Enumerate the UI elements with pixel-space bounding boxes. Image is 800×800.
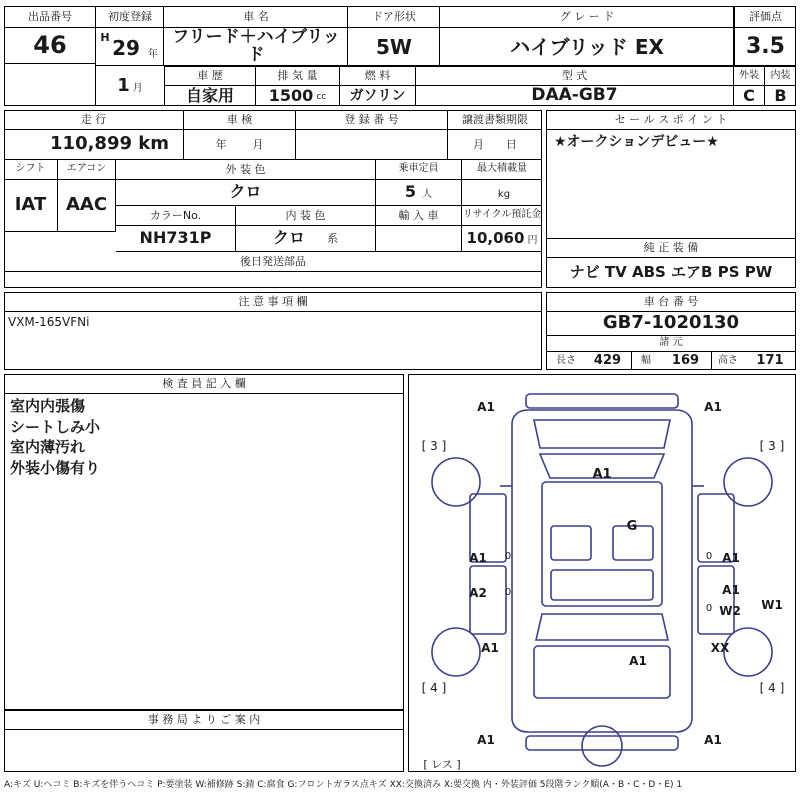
shaken-month: 月 bbox=[252, 137, 264, 151]
recycle-label: リサイクル預託金 bbox=[462, 206, 542, 226]
office-text bbox=[4, 730, 404, 750]
aircon-value: AAC bbox=[58, 180, 116, 232]
history-value: 自家用 bbox=[164, 86, 256, 106]
inspector-note-3: 外装小傷有り bbox=[10, 459, 101, 478]
maxload-label: 最大積載量 bbox=[462, 160, 542, 180]
intcolor-value-cell bbox=[236, 226, 376, 252]
intcolor-label: 内 装 色 bbox=[236, 206, 376, 226]
reg-label: 初度登録 bbox=[96, 6, 164, 28]
tire-left-rear: [ 4 ] bbox=[421, 680, 447, 695]
recycle-value-cell bbox=[462, 226, 542, 252]
mark-rear-right-corner: XX bbox=[710, 640, 730, 655]
reg-year-unit: 年 bbox=[148, 48, 158, 60]
ext-color-label: 外 装 色 bbox=[116, 160, 376, 180]
seats-value-cell bbox=[376, 180, 462, 206]
tire-right-rear: [ 4 ] bbox=[759, 680, 785, 695]
mark-zero-1: 0 bbox=[705, 550, 713, 562]
lot-blank bbox=[4, 64, 96, 106]
transfer-value-cell bbox=[448, 130, 542, 160]
shaken-value-cell bbox=[184, 130, 296, 160]
grade-label: グ レ ー ド bbox=[440, 6, 734, 28]
sales-point-value: ★オークションデビュー★ bbox=[554, 133, 719, 150]
transfer-label: 譲渡書類期限 bbox=[448, 110, 542, 130]
inspector-note-2: 室内薄汚れ bbox=[10, 438, 86, 457]
disp-value-cell bbox=[256, 86, 340, 106]
genuine-label: 純 正 装 備 bbox=[546, 238, 796, 258]
intcolor-value: クロ bbox=[272, 228, 305, 248]
aircon-label: エアコン bbox=[58, 160, 116, 180]
history-label: 車 歴 bbox=[164, 66, 256, 86]
seats-value: 5 bbox=[404, 182, 417, 202]
model-label: 型 式 bbox=[416, 66, 734, 86]
mark-trunk: A1 bbox=[629, 653, 647, 668]
maxload-value-cell bbox=[462, 180, 542, 206]
mark-rear-right: A1 bbox=[704, 732, 722, 747]
transfer-day: 日 bbox=[506, 137, 517, 151]
lot-number: 46 bbox=[4, 28, 96, 64]
later-parts-value bbox=[4, 272, 542, 288]
recycle-value: 10,060 bbox=[466, 228, 525, 247]
length-value: 429 bbox=[584, 352, 632, 370]
regno-label: 登 録 番 号 bbox=[296, 110, 448, 130]
door-value: 5W bbox=[376, 34, 412, 59]
int-grade-value: B bbox=[774, 85, 787, 105]
mark-left-rear-door: A2 bbox=[469, 585, 487, 600]
mark-zero-3: 0 bbox=[705, 602, 713, 614]
mark-zero-2: 0 bbox=[504, 586, 512, 598]
mileage-value: 110,899 km bbox=[4, 130, 184, 160]
mark-front-left: A1 bbox=[477, 399, 495, 414]
model-value: DAA-GB7 bbox=[416, 86, 734, 106]
later-parts-label: 後日発送部品 bbox=[4, 252, 542, 272]
reg-month-unit: 月 bbox=[132, 82, 143, 94]
colorno-value: NH731P bbox=[116, 226, 236, 252]
recycle-unit: 円 bbox=[527, 234, 538, 246]
car-diagram-svg bbox=[408, 374, 796, 772]
mark-right-quarter: W1 bbox=[761, 597, 783, 612]
disp-unit: cc bbox=[316, 92, 327, 103]
carname-label: 車 名 bbox=[164, 6, 348, 28]
tire-right-front: [ 3 ] bbox=[759, 438, 785, 453]
mark-right-front-door: A1 bbox=[722, 550, 740, 565]
office-label: 事 務 局 よ り ご 案 内 bbox=[4, 710, 404, 730]
import-value bbox=[376, 226, 462, 252]
score-label: 評価点 bbox=[734, 6, 796, 28]
fuel-label: 燃 料 bbox=[340, 66, 416, 86]
transfer-month: 月 bbox=[473, 137, 484, 151]
fuel-value: ガソリン bbox=[340, 86, 416, 106]
mark-left-front-door: A1 bbox=[469, 550, 487, 565]
ext-color-value: クロ bbox=[116, 180, 376, 206]
inspector-note-1: シートしみ小 bbox=[10, 417, 101, 436]
grade-value: ハイブリッド EX bbox=[510, 34, 664, 59]
legend-text: A:キズ U:ヘコミ B:キズを伴うヘコミ P:要塗装 W:補修跡 S:錆 C:腐食 G:フロントガラス点キズ XX:交換済み X:要交換 内・外装評価 5段階ランク順(A・B・C・D・E) 1 bbox=[4, 780, 683, 791]
disp-value: 1500 bbox=[268, 85, 314, 105]
lot-label: 出品番号 bbox=[4, 6, 96, 28]
reg-year: 29 bbox=[112, 35, 140, 60]
seats-label: 乗車定員 bbox=[376, 160, 462, 180]
shaken-year: 年 bbox=[215, 137, 227, 151]
reg-month-cell bbox=[96, 66, 164, 106]
regno-value bbox=[296, 130, 448, 160]
tire-left-front: [ 3 ] bbox=[421, 438, 447, 453]
inspector-label: 検 査 員 記 入 欄 bbox=[4, 374, 404, 394]
width-label: 幅 bbox=[641, 354, 651, 366]
mark-rear-left: A1 bbox=[477, 732, 495, 747]
shift-value: IAT bbox=[4, 180, 58, 232]
dimensions-label: 諸 元 bbox=[546, 336, 796, 352]
tire-spare: [ レス ] bbox=[423, 758, 461, 772]
ext-grade-label: 外装 bbox=[734, 66, 765, 86]
maxload-unit: kg bbox=[497, 189, 511, 201]
seats-unit: 人 bbox=[422, 188, 433, 200]
notice-label: 注 意 事 項 欄 bbox=[4, 292, 542, 312]
shaken-label: 車 検 bbox=[184, 110, 296, 130]
inspector-notes bbox=[10, 396, 396, 479]
chassis-label: 車 台 番 号 bbox=[546, 292, 796, 312]
length-label: 長さ bbox=[556, 354, 576, 366]
mark-zero-0: 0 bbox=[504, 550, 512, 562]
reg-era: H bbox=[100, 31, 110, 45]
inspector-note-0: 室内内張傷 bbox=[10, 397, 86, 415]
mark-right-rear-door: A1 bbox=[722, 582, 740, 597]
mark-hood: A1 bbox=[592, 467, 612, 483]
notice-text: VXM-165VFNi bbox=[8, 314, 90, 329]
score-value: 3.5 bbox=[734, 28, 796, 66]
mark-roof: G bbox=[626, 519, 638, 535]
disp-label: 排 気 量 bbox=[256, 66, 340, 86]
int-grade-label: 内装 bbox=[765, 66, 796, 86]
colorno-label: カラーNo. bbox=[116, 206, 236, 226]
height-value: 171 bbox=[756, 353, 784, 369]
carname-value: フリード＋ハイブリッド bbox=[172, 27, 340, 65]
width-value: 169 bbox=[660, 352, 712, 370]
mark-left-rocker: A1 bbox=[481, 640, 499, 655]
mark-front-right: A1 bbox=[704, 399, 722, 414]
chassis-value: GB7-1020130 bbox=[546, 312, 796, 336]
genuine-items: ナビ TV ABS エアB PS PW bbox=[569, 263, 773, 282]
sales-point-label: セ ー ル ス ポ イ ン ト bbox=[546, 110, 796, 130]
door-label: ドア形状 bbox=[348, 6, 440, 28]
ext-grade-value: C bbox=[734, 86, 765, 106]
mileage-label: 走 行 bbox=[4, 110, 184, 130]
reg-month: 1 bbox=[117, 74, 130, 96]
mark-right-rear-door2: W2 bbox=[719, 603, 741, 618]
intcolor-suffix: 系 bbox=[327, 231, 338, 245]
shift-label: シフト bbox=[4, 160, 58, 180]
import-label: 輸 入 車 bbox=[376, 206, 462, 226]
height-label: 高さ bbox=[718, 354, 738, 366]
